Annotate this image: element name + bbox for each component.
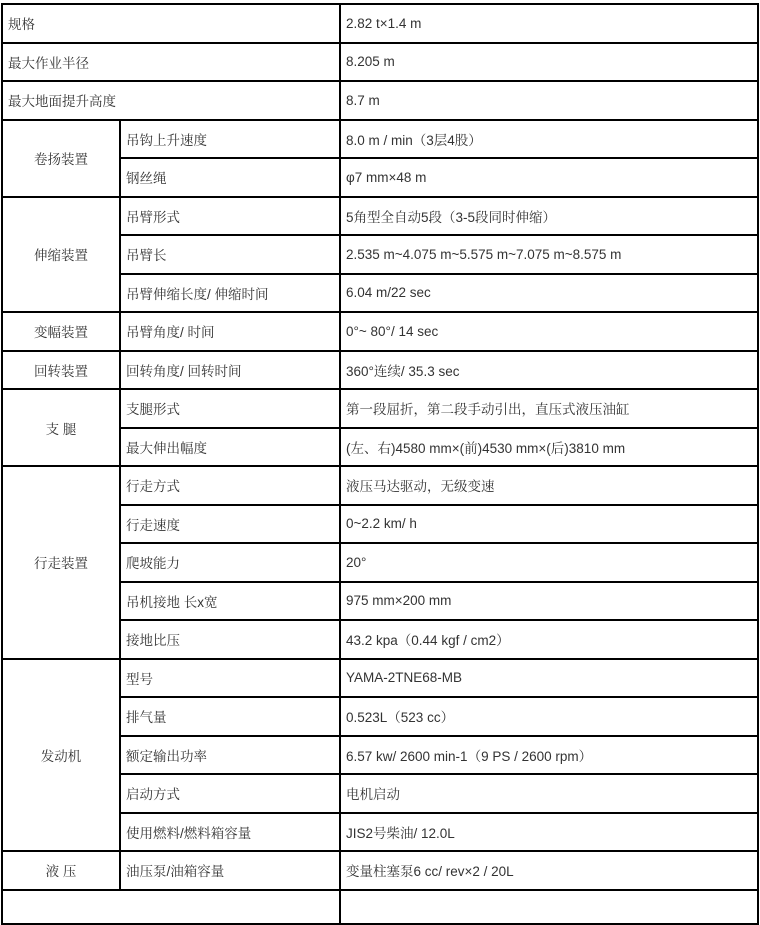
spec-table xyxy=(1,3,759,925)
spec-label-cell: 支腿形式 xyxy=(120,389,340,428)
table-row xyxy=(2,389,758,428)
spec-label-cell: 吊钩上升速度 xyxy=(120,120,340,159)
spec-label-cell: 最大作业半径 xyxy=(2,43,340,82)
spec-value-cell: 0°~ 80°/ 14 sec xyxy=(340,312,758,351)
spec-value-cell: YAMA-2TNE68-MB xyxy=(340,659,758,698)
spec-value-cell xyxy=(340,890,758,924)
category-cell: 回转装置 xyxy=(2,351,120,390)
table-row xyxy=(2,4,758,43)
spec-value-cell: JIS2号柴油/ 12.0L xyxy=(340,813,758,852)
spec-value-cell: 8.7 m xyxy=(340,81,758,120)
category-cell: 行走装置 xyxy=(2,466,120,659)
spec-value-cell: 0~2.2 km/ h xyxy=(340,505,758,544)
spec-label-cell: 吊臂形式 xyxy=(120,197,340,236)
spec-value-cell: 20° xyxy=(340,543,758,582)
spec-value-cell: 6.04 m/22 sec xyxy=(340,274,758,313)
spec-value-cell: 变量柱塞泵6 cc/ rev×2 / 20L xyxy=(340,851,758,890)
table-row xyxy=(2,81,758,120)
spec-value-cell: φ7 mm×48 m xyxy=(340,158,758,197)
spec-label-cell: 最大伸出幅度 xyxy=(120,428,340,467)
spec-label-cell: 行走速度 xyxy=(120,505,340,544)
spec-label-cell: 爬坡能力 xyxy=(120,543,340,582)
spec-value-cell: 360°连续/ 35.3 sec xyxy=(340,351,758,390)
spec-label-cell: 最大地面提升高度 xyxy=(2,81,340,120)
spec-label-cell: 回转角度/ 回转时间 xyxy=(120,351,340,390)
spec-value-cell: (左、右)4580 mm×(前)4530 mm×(后)3810 mm xyxy=(340,428,758,467)
table-row xyxy=(2,197,758,236)
table-row-partial xyxy=(2,890,758,924)
spec-label-cell xyxy=(2,890,340,924)
table-row xyxy=(2,351,758,390)
spec-label-cell: 额定输出功率 xyxy=(120,736,340,775)
spec-label-cell: 接地比压 xyxy=(120,620,340,659)
table-row xyxy=(2,466,758,505)
category-cell: 支 腿 xyxy=(2,389,120,466)
spec-value-cell: 43.2 kpa（0.44 kgf / cm2） xyxy=(340,620,758,659)
table-row xyxy=(2,120,758,159)
spec-label-cell: 使用燃料/燃料箱容量 xyxy=(120,813,340,852)
spec-value-cell: 电机启动 xyxy=(340,774,758,813)
spec-value-cell: 5角型全自动5段（3-5段同时伸缩） xyxy=(340,197,758,236)
spec-value-cell: 8.205 m xyxy=(340,43,758,82)
spec-label-cell: 吊机接地 长x宽 xyxy=(120,582,340,621)
spec-value-cell: 8.0 m / min（3层4股） xyxy=(340,120,758,159)
spec-label-cell: 型号 xyxy=(120,659,340,698)
spec-label-cell: 启动方式 xyxy=(120,774,340,813)
category-cell: 变幅装置 xyxy=(2,312,120,351)
table-row xyxy=(2,312,758,351)
category-cell: 发动机 xyxy=(2,659,120,852)
table-row xyxy=(2,659,758,698)
spec-value-cell: 975 mm×200 mm xyxy=(340,582,758,621)
spec-label-cell: 吊臂角度/ 时间 xyxy=(120,312,340,351)
spec-value-cell: 第一段屈折，第二段手动引出，直压式液压油缸 xyxy=(340,389,758,428)
category-cell: 伸缩装置 xyxy=(2,197,120,313)
table-row xyxy=(2,43,758,82)
spec-value-cell: 2.535 m~4.075 m~5.575 m~7.075 m~8.575 m xyxy=(340,235,758,274)
category-cell: 液 压 xyxy=(2,851,120,890)
spec-label-cell: 吊臂长 xyxy=(120,235,340,274)
table-row xyxy=(2,851,758,890)
spec-label-cell: 规格 xyxy=(2,4,340,43)
spec-label-cell: 吊臂伸缩长度/ 伸缩时间 xyxy=(120,274,340,313)
spec-value-cell: 液压马达驱动，无级变速 xyxy=(340,466,758,505)
spec-value-cell: 6.57 kw/ 2600 min-1（9 PS / 2600 rpm） xyxy=(340,736,758,775)
category-cell: 卷扬装置 xyxy=(2,120,120,197)
spec-label-cell: 油压泵/油箱容量 xyxy=(120,851,340,890)
spec-value-cell: 2.82 t×1.4 m xyxy=(340,4,758,43)
spec-label-cell: 钢丝绳 xyxy=(120,158,340,197)
spec-label-cell: 排气量 xyxy=(120,697,340,736)
spec-label-cell: 行走方式 xyxy=(120,466,340,505)
spec-value-cell: 0.523L（523 cc） xyxy=(340,697,758,736)
